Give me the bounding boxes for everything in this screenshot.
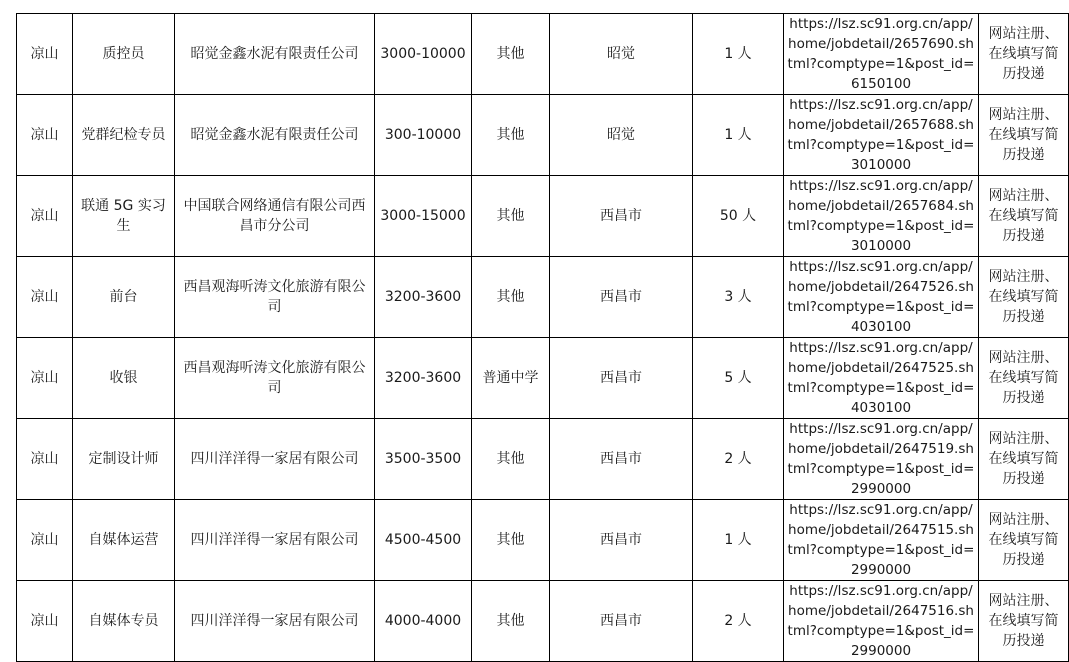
job-rows <box>17 14 1069 662</box>
position-cell: 质控员 <box>73 14 175 95</box>
education-cell: 其他 <box>472 581 550 662</box>
salary-cell: 3200-3600 <box>375 338 472 419</box>
apply-method-cell: 网站注册、在线填写简历投递 <box>979 95 1069 176</box>
region-cell: 凉山 <box>17 419 73 500</box>
apply-method-cell: 网站注册、在线填写简历投递 <box>979 500 1069 581</box>
location-cell: 西昌市 <box>550 176 693 257</box>
education-cell: 其他 <box>472 95 550 176</box>
apply-method-cell: 网站注册、在线填写简历投递 <box>979 257 1069 338</box>
salary-cell: 4500-4500 <box>375 500 472 581</box>
company-cell: 四川洋洋得一家居有限公司 <box>175 419 375 500</box>
headcount-cell: 2 人 <box>693 419 784 500</box>
education-cell: 其他 <box>472 14 550 95</box>
job-url-cell[interactable]: https://lsz.sc91.org.cn/app/home/jobdetail/2657688.shtml?comptype=1&post_id=3010000 <box>784 95 979 176</box>
job-listings-table <box>16 13 1069 662</box>
company-cell: 昭觉金鑫水泥有限责任公司 <box>175 95 375 176</box>
education-cell: 其他 <box>472 257 550 338</box>
company-cell: 中国联合网络通信有限公司西昌市分公司 <box>175 176 375 257</box>
position-cell: 自媒体运营 <box>73 500 175 581</box>
company-cell: 四川洋洋得一家居有限公司 <box>175 500 375 581</box>
table-row <box>17 419 1069 500</box>
company-cell: 昭觉金鑫水泥有限责任公司 <box>175 14 375 95</box>
company-cell: 西昌观海听涛文化旅游有限公司 <box>175 338 375 419</box>
headcount-cell: 1 人 <box>693 14 784 95</box>
company-cell: 西昌观海听涛文化旅游有限公司 <box>175 257 375 338</box>
job-url-cell[interactable]: https://lsz.sc91.org.cn/app/home/jobdetail/2647515.shtml?comptype=1&post_id=2990000 <box>784 500 979 581</box>
job-url-cell[interactable]: https://lsz.sc91.org.cn/app/home/jobdetail/2647516.shtml?comptype=1&post_id=2990000 <box>784 581 979 662</box>
region-cell: 凉山 <box>17 95 73 176</box>
region-cell: 凉山 <box>17 176 73 257</box>
region-cell: 凉山 <box>17 338 73 419</box>
region-cell: 凉山 <box>17 581 73 662</box>
apply-method-cell: 网站注册、在线填写简历投递 <box>979 338 1069 419</box>
headcount-cell: 1 人 <box>693 95 784 176</box>
job-url-cell[interactable]: https://lsz.sc91.org.cn/app/home/jobdetail/2647526.shtml?comptype=1&post_id=4030100 <box>784 257 979 338</box>
region-cell: 凉山 <box>17 500 73 581</box>
location-cell: 西昌市 <box>550 338 693 419</box>
salary-cell: 300-10000 <box>375 95 472 176</box>
headcount-cell: 3 人 <box>693 257 784 338</box>
apply-method-cell: 网站注册、在线填写简历投递 <box>979 14 1069 95</box>
education-cell: 其他 <box>472 176 550 257</box>
table-row <box>17 500 1069 581</box>
company-cell: 四川洋洋得一家居有限公司 <box>175 581 375 662</box>
table-row <box>17 581 1069 662</box>
region-cell: 凉山 <box>17 14 73 95</box>
table-row <box>17 95 1069 176</box>
education-cell: 普通中学 <box>472 338 550 419</box>
position-cell: 收银 <box>73 338 175 419</box>
education-cell: 其他 <box>472 419 550 500</box>
salary-cell: 3200-3600 <box>375 257 472 338</box>
table-row <box>17 14 1069 95</box>
location-cell: 西昌市 <box>550 500 693 581</box>
apply-method-cell: 网站注册、在线填写简历投递 <box>979 419 1069 500</box>
position-cell: 联通 5G 实习生 <box>73 176 175 257</box>
salary-cell: 4000-4000 <box>375 581 472 662</box>
education-cell: 其他 <box>472 500 550 581</box>
position-cell: 定制设计师 <box>73 419 175 500</box>
location-cell: 西昌市 <box>550 257 693 338</box>
position-cell: 自媒体专员 <box>73 581 175 662</box>
headcount-cell: 50 人 <box>693 176 784 257</box>
location-cell: 西昌市 <box>550 581 693 662</box>
location-cell: 昭觉 <box>550 14 693 95</box>
job-url-cell[interactable]: https://lsz.sc91.org.cn/app/home/jobdetail/2647525.shtml?comptype=1&post_id=4030100 <box>784 338 979 419</box>
job-url-cell[interactable]: https://lsz.sc91.org.cn/app/home/jobdetail/2647519.shtml?comptype=1&post_id=2990000 <box>784 419 979 500</box>
headcount-cell: 1 人 <box>693 500 784 581</box>
location-cell: 昭觉 <box>550 95 693 176</box>
position-cell: 党群纪检专员 <box>73 95 175 176</box>
job-url-cell[interactable]: https://lsz.sc91.org.cn/app/home/jobdetail/2657684.shtml?comptype=1&post_id=3010000 <box>784 176 979 257</box>
location-cell: 西昌市 <box>550 419 693 500</box>
headcount-cell: 5 人 <box>693 338 784 419</box>
apply-method-cell: 网站注册、在线填写简历投递 <box>979 176 1069 257</box>
salary-cell: 3500-3500 <box>375 419 472 500</box>
position-cell: 前台 <box>73 257 175 338</box>
apply-method-cell: 网站注册、在线填写简历投递 <box>979 581 1069 662</box>
region-cell: 凉山 <box>17 257 73 338</box>
salary-cell: 3000-10000 <box>375 14 472 95</box>
table-row <box>17 338 1069 419</box>
table-row <box>17 176 1069 257</box>
headcount-cell: 2 人 <box>693 581 784 662</box>
table-row <box>17 257 1069 338</box>
job-url-cell[interactable]: https://lsz.sc91.org.cn/app/home/jobdetail/2657690.shtml?comptype=1&post_id=6150100 <box>784 14 979 95</box>
salary-cell: 3000-15000 <box>375 176 472 257</box>
